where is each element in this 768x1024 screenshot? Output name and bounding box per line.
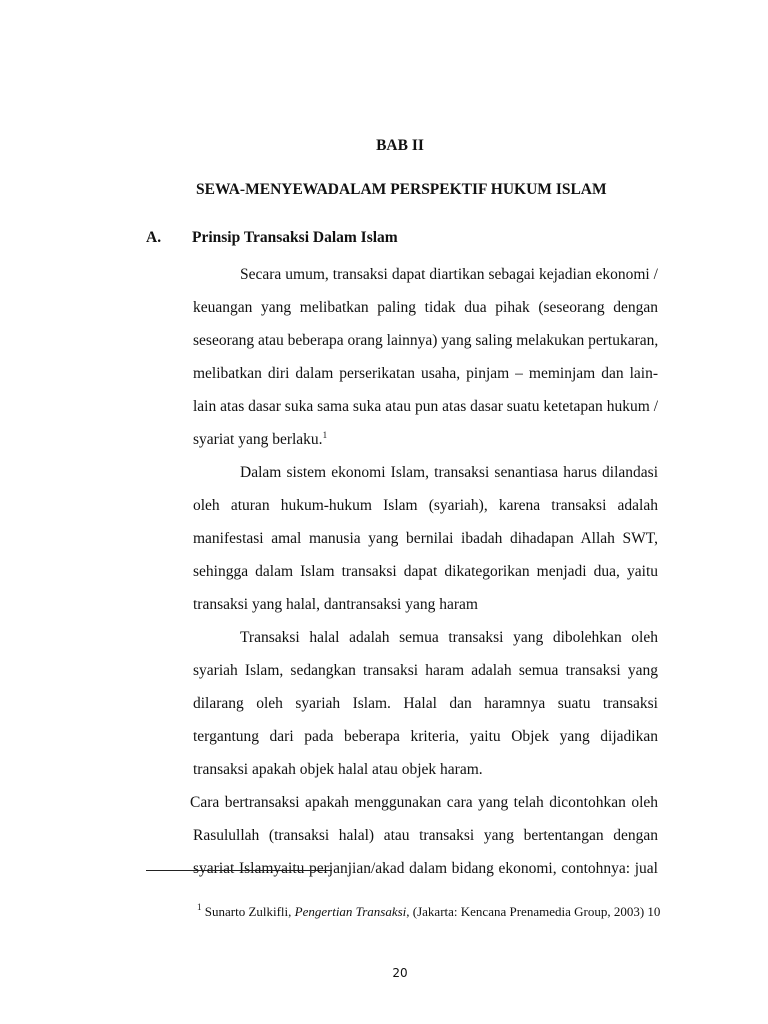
body-line: dilarang oleh syariah Islam. Halal dan haramnya suatu transaksi [193, 695, 658, 712]
footnote-citation: , (Jakarta: Kencana Prenamedia Group, 2003) 10 [406, 904, 661, 919]
footnote-number: 1 [197, 902, 202, 912]
body-line [193, 430, 658, 450]
section-heading [146, 229, 398, 247]
body-line: Rasulullah (transaksi halal) atau transaksi yang bertentangan dengan [193, 827, 658, 844]
body-line: Cara bertransaksi apakah menggunakan cara yang telah dicontohkan oleh [190, 794, 658, 811]
body-line-text: syariat yang berlaku. [193, 431, 323, 448]
footnote-separator [146, 870, 332, 871]
body-line: sehingga dalam Islam transaksi dapat dikategorikan menjadi dua, yaitu [193, 563, 658, 580]
page-number: 20 [392, 966, 408, 980]
body-line: syariah Islam, sedangkan transaksi haram adalah semua transaksi yang [193, 662, 658, 679]
footnote [197, 904, 660, 920]
body-line: seseorang atau beberapa orang lainnya) yang saling melakukan pertukaran, [193, 332, 659, 349]
chapter-title: SEWA-MENYEWADALAM PERSPEKTIF HUKUM ISLAM [196, 181, 607, 198]
body-line: keuangan yang melibatkan paling tidak dua pihak (seseorang dengan [193, 299, 658, 316]
body-line: transaksi yang halal, dantransaksi yang haram [193, 596, 478, 613]
footnote-marker: 1 [322, 430, 328, 440]
body-line: Transaksi halal adalah semua transaksi yang dibolehkan oleh [240, 629, 658, 646]
section-number: A. [146, 229, 162, 246]
body-line: lain atas dasar suka sama suka atau pun atas dasar suatu ketetapan hukum / [193, 398, 658, 415]
body-line: Dalam sistem ekonomi Islam, transaksi senantiasa harus dilandasi [240, 464, 658, 481]
chapter-heading: BAB II [376, 137, 424, 154]
body-line: manifestasi amal manusia yang bernilai ibadah dihadapan Allah SWT, [193, 530, 658, 547]
body-line: Secara umum, transaksi dapat diartikan sebagai kejadian ekonomi / [240, 266, 658, 283]
body-line: transaksi apakah objek halal atau objek haram. [193, 761, 483, 778]
body-line: oleh aturan hukum-hukum Islam (syariah), karena transaksi adalah [193, 497, 658, 514]
footnote-book-title: Pengertian Transaksi [294, 904, 407, 919]
section-title: Prinsip Transaksi Dalam Islam [192, 229, 398, 246]
body-line: melibatkan diri dalam perserikatan usaha, pinjam – meminjam dan lain- [193, 365, 658, 382]
body-line: syariat Islamyaitu perjanjian/akad dalam bidang ekonomi, contohnya: jual [193, 860, 658, 877]
footnote-author: Sunarto Zulkifli, [204, 904, 295, 919]
body-line: tergantung dari pada beberapa kriteria, yaitu Objek yang dijadikan [193, 728, 658, 745]
